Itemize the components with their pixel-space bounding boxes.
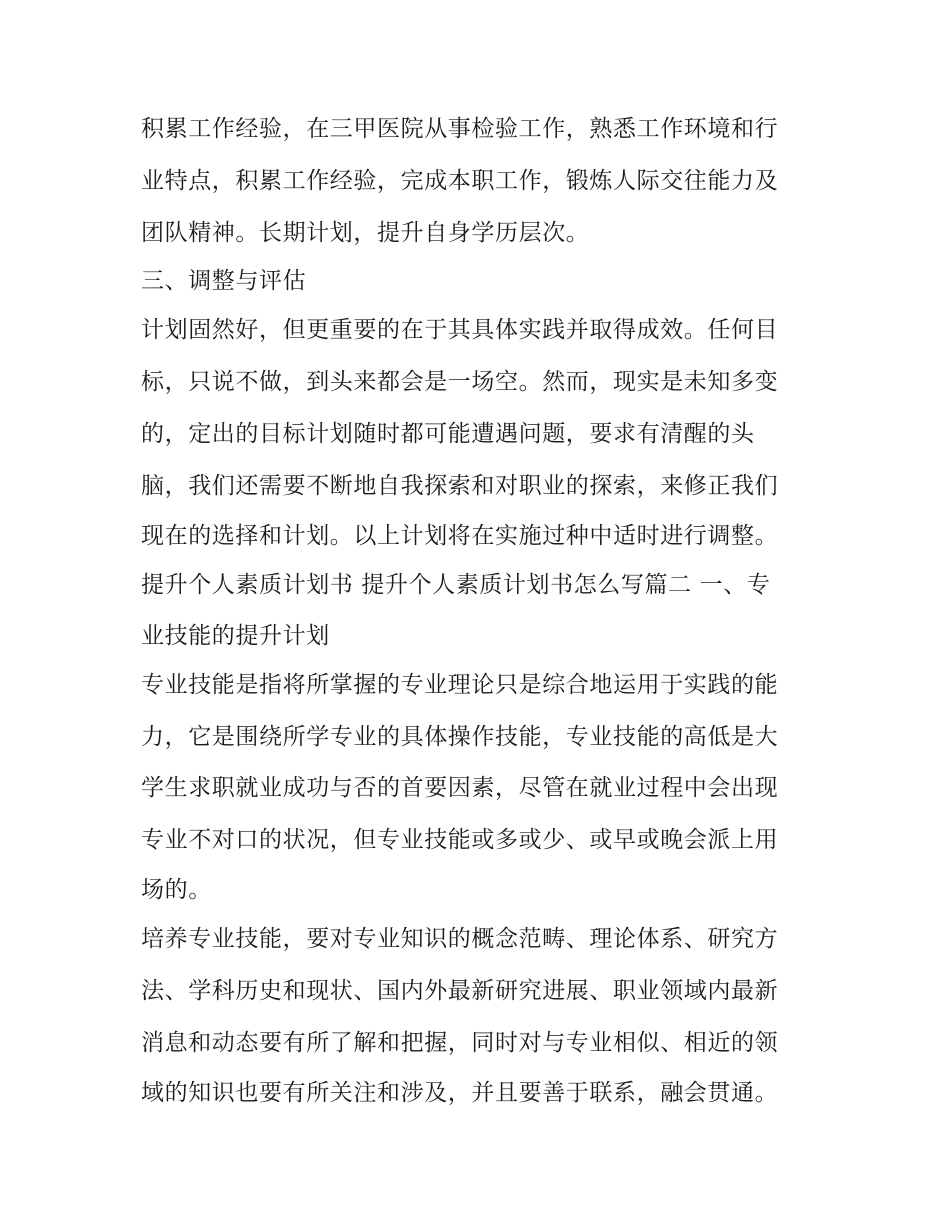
text-line: 的，定出的目标计划随时都可能遭遇问题，要求有清醒的头 [141,421,755,447]
text-line: 专业技能是指将所掌握的专业理论只是综合地运用于实践的能 [141,672,779,698]
text-line: 团队精神。长期计划，提升自身学历层次。 [141,220,590,246]
section-heading: 提升个人素质计划书 提升个人素质计划书怎么写篇二 一、专 [141,572,771,598]
text-line: 消息和动态要有所了解和把握，同时对与专业相似、相近的领 [141,1030,779,1056]
text-line: 现在的选择和计划。以上计划将在实施过种中适时进行调整。 [141,523,779,549]
text-line: 力，它是围绕所学专业的具体操作技能，专业技能的高低是大 [141,724,779,750]
text-line: 培养专业技能，要对专业知识的概念范畴、理论体系、研究方 [141,926,779,952]
text-line: 业特点，积累工作经验，完成本职工作，锻炼人际交往能力及 [141,168,779,194]
text-line: 场的。 [141,877,212,903]
text-line: 法、学科历史和现状、国内外最新研究进展、职业领域内最新 [141,978,779,1004]
text-line: 脑，我们还需要不断地自我探索和对职业的探索，来修正我们 [141,473,779,499]
text-line: 标，只说不做，到头来都会是一场空。然而，现实是未知多变 [141,369,779,395]
text-line: 专业不对口的状况，但专业技能或多或少、或早或晚会派上用 [141,827,779,853]
section-heading: 业技能的提升计划 [141,623,330,649]
section-heading: 三、调整与评估 [141,268,307,294]
text-line: 学生求职就业成功与否的首要因素，尽管在就业过程中会出现 [141,775,779,801]
text-line: 计划固然好，但更重要的在于其具体实践并取得成效。任何目 [141,317,779,343]
text-line: 积累工作经验，在三甲医院从事检验工作，熟悉工作环境和行 [141,116,779,142]
text-line: 域的知识也要有所关注和涉及，并且要善于联系，融会贯通。 [141,1080,779,1106]
